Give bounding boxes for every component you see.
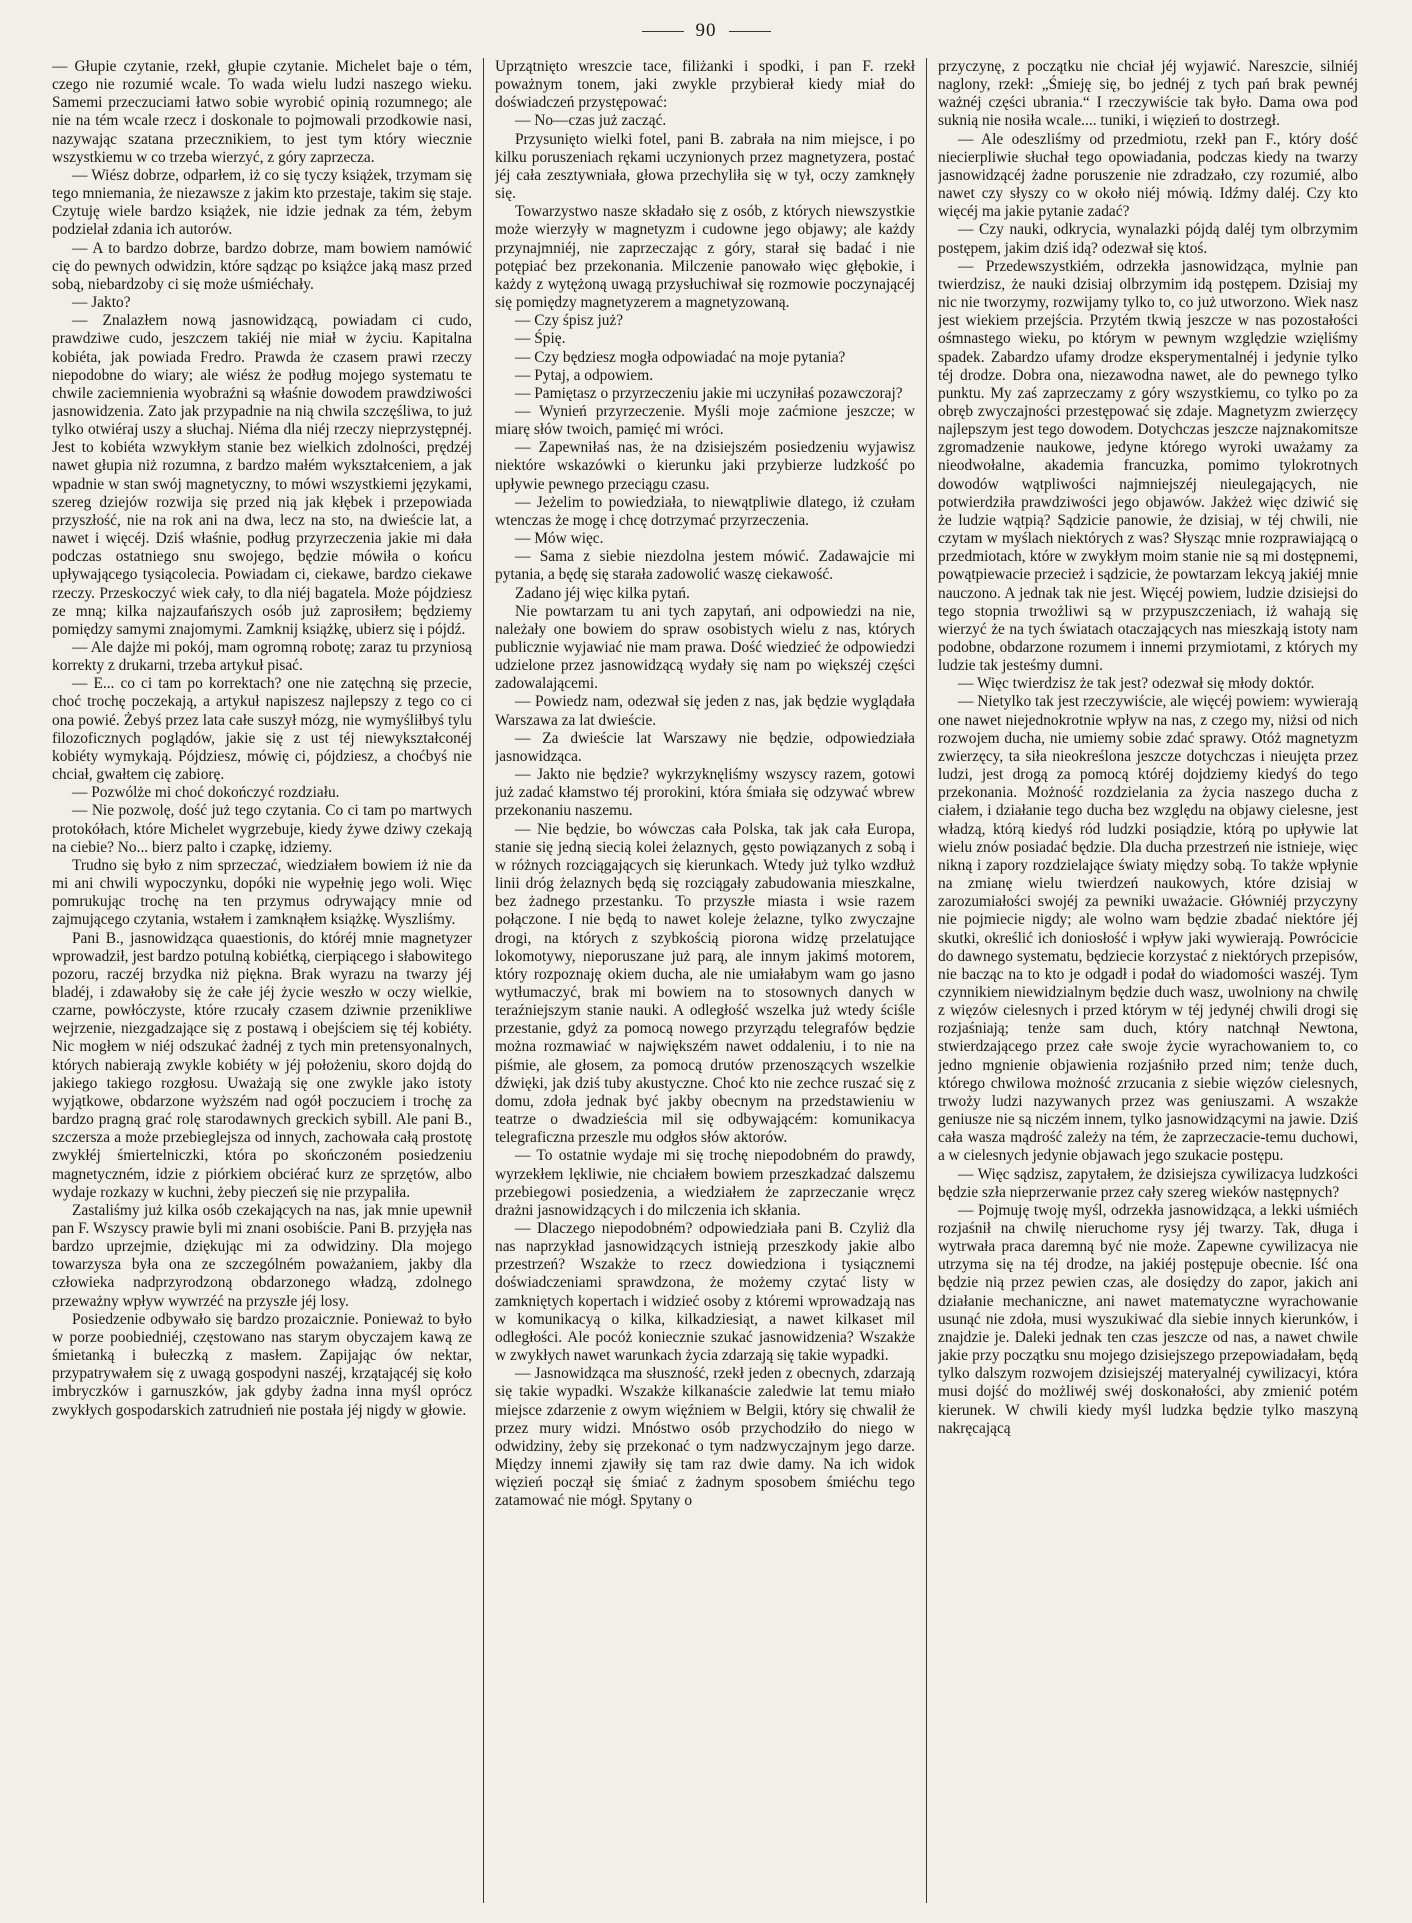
paragraph: — Ale dajże mi pokój, mam ogromną robotę; zaraz tu przyniosą korrekty z drukarni, trzeba artykuł pisać. (52, 639, 472, 675)
paragraph: przyczynę, z początku nie chciał jéj wyjawić. Nareszcie, silniéj naglony, rzekł: „Śmieję się, bo jednéj z tych pań brak pewnéj ważnéj części ubrania.“ I rzeczywiście tak było. Dama owa pod suknią nie nosiła wcale.... tuniki, i więzień to dostrzegł. (938, 58, 1358, 130)
column-divider (926, 58, 927, 1903)
column-middle (495, 58, 915, 1903)
paragraph: Uprzątnięto wreszcie tace, filiżanki i spodki, i pan F. rzekł poważnym tonem, jaki zwykle przybierał kiedy miał do doświadczeń przystępować: (495, 58, 915, 112)
paragraph: — Przedewszystkiém, odrzekła jasnowidząca, mylnie pan twierdzisz, że nauki dzisiaj olbrzymim idą postępem. Dzisiaj my nic nie tworzymy, rozwijamy tylko to, co już utworzono. Wiek nasz jest wiekiem przejścia. Przytém tkwią jeszcze w nas pozostałości ośmnastego wieku, po którym w pewnym względzie wzięliśmy spadek. Zabardzo ufamy drodze eksperymentalnéj i jedynie tylko téj drodze. Dobra ona, niezawodna nawet, ale do pewnego tylko punktu. My zaś zaprzeczamy z góry wszystkiemu, co tylko po za obręb zwyczajności przestępować się zdaje. Magnetyzm zwierzęcy najlepszym jest tego dowodem. Dotychczas jeszcze najznakomitsze zgromadzenie naukowe, jedyne którego wyroki uważamy za nieodwołalne, akademia francuzka, pomimo tylokrotnych dowodów wątpliwości najmniejszéj nieulegających, nie potwierdziła prawdziwości jego objawów. Jakżeż więc dziwić się że ludzie wątpią? Sądzicie panowie, że dzisiaj, w téj chwili, nie czytam w myślach niektórych z was? Słysząc mnie rozprawiającą o przedmiotach, które w zwykłym moim stanie nie są mi dostępnemi, powątpiewacie przecież i sądzicie, że powtarzam lekcyą jakiéj mnie nauczono. A jednak tak nie jest. Więcéj powiem, ludzie dzisiejsi do tego stopnia trwożliwi są w przypuszczeniach, iż wahają się wierzyć że na tych światach otaczających nas mieszkają istoty nam podobne, obdarzone rozumem i innemi przymiotami, z których my ludzie tak jesteśmy dumni. (938, 257, 1358, 675)
paragraph: — No—czas już zacząć. (515, 112, 667, 130)
paragraph: — Pozwólże mi choć dokończyć rozdziału. (72, 784, 340, 802)
page-number: 90 (695, 20, 717, 41)
page-number-dash-left (642, 31, 684, 32)
paragraph: — Jakto nie będzie? wykrzyknęliśmy wszyscy razem, gotowi już zadać kłamstwo téj prorokini, która śmiała się odzywać wbrew przekonaniu naszemu. (495, 766, 915, 820)
paragraph: — Czy nauki, odkrycia, wynalazki pójdą daléj tym olbrzymim postępem, jakim dziś idą? odezwał się ktoś. (938, 221, 1358, 257)
paragraph: — Dlaczego niepodobném? odpowiedziała pani B. Czyliż dla nas naprzykład jasnowidzących istnieją przeszkody jakie albo przestrzeń? Wszakże to rzecz dowiedziona i tysiącznemi doświadczeniami sprawdzona, że możemy czytać listy w zamkniętych kopertach i widzieć osoby z któremi wprowadzają nas w komunikacyą o kilka, kilkadziesiąt, a nawet kilkaset mil odległości. Ale pocóż koniecznie szukać jasnowidzenia? Wszakże w zwykłych nawet warunkach życia zdarzają się takie wypadki. (495, 1220, 915, 1365)
paragraph: — Ale odeszliśmy od przedmiotu, rzekł pan F., który dość niecierpliwie słuchał tego opowiadania, podczas kiedy na twarzy jasnowidzącéj żadne poruszenie nie zdradzało, czy rozumié, albo nawet czy słyszy co w około niéj mówią. Idźmy daléj. Czy kto więcéj ma jakie pytanie zadać? (938, 130, 1358, 221)
paragraph: — Jakto? (72, 294, 131, 312)
paragraph: — Jeżelim to powiedziała, to niewątpliwie dlatego, iż czułam wtenczas że mogę i chcę dotrzymać przyrzeczenia. (495, 493, 915, 529)
page-number-dash-right (729, 31, 771, 32)
paragraph: Trudno się było z nim sprzeczać, wiedziałem bowiem iż nie da mi ani chwili wypoczynku, dopóki nie wypełnię jego woli. Więc pomrukując trochę na ten przymus odrywający mnie od zajmującego czytania, wstałem i zamknąłem książkę. Wyszliśmy. (52, 856, 472, 929)
paragraph: — Powiedz nam, odezwał się jeden z nas, jak będzie wyglądała Warszawa za lat dwieście. (495, 693, 915, 729)
paragraph: — Nie pozwolę, dość już tego czytania. Co ci tam po martwych protokółach, które Michelet wygrzebuje, kiedy żywe dziwy czekają na ciebie? No... bierz palto i czapkę, idziemy. (52, 802, 472, 856)
page-number-line (0, 20, 1412, 42)
paragraph: Przysunięto wielki fotel, pani B. zabrała na nim miejsce, i po kilku poruszeniach rękami uczynionych przez magnetyzera, postać jéj cała zesztywniała, głowa przechyliła się w tył, oczy zamknęły się. (495, 130, 915, 203)
paragraph: — To ostatnie wydaje mi się trochę niepodobném do prawdy, wyrzekłem lękliwie, nie chciałem bowiem przeszkadzać dalszemu przebiegowi posiedzenia, a wiedziałem że zaprzeczanie wręcz drażni jasnowidzących i do milczenia ich skłania. (495, 1147, 915, 1219)
paragraph: — Głupie czytanie, rzekł, głupie czytanie. Michelet baje o tém, czego nie rozumié wcale. To wada wielu ludzi naszego wieku. Samemi przeczuciami łatwo sobie wyrobić opinią rozumnego; ale nie na tém wcale rzecz i doskonale to pojmowali przodkowie nasi, nazywając szatana przecznikiem, to jest tym który wiecznie wszystkiemu w co trzeba wierzyć, z góry zaprzecza. (52, 58, 472, 166)
paragraph: — Czy śpisz już? (515, 312, 624, 330)
paragraph: — Pamiętasz o przyrzeczeniu jakie mi uczyniłaś pozawczoraj? (515, 384, 903, 402)
paragraph: — A to bardzo dobrze, bardzo dobrze, mam bowiem namówić cię do pewnych odwidzin, które sądząc po książce jaką masz przed sobą, niebardzoby ci się może uśmiéchały. (52, 239, 472, 293)
text-columns (52, 58, 1358, 1903)
paragraph: — Za dwieście lat Warszawy nie będzie, odpowiedziała jasnowidząca. (495, 729, 915, 765)
paragraph: — Mów więc. (515, 530, 604, 548)
paragraph: Nie powtarzam tu ani tych zapytań, ani odpowiedzi na nie, należały one bowiem do spraw osobistych wielu z nas, których publicznie wyjawiać nie mam prawa. Dość wiedzieć że odpowiedzi udzielone przez jasnowidzącą wydały się nam po większéj części zadowalającemi. (495, 602, 915, 693)
paragraph: — Jasnowidząca ma słuszność, rzekł jeden z obecnych, zdarzają się takie wypadki. Wszakże kilkanaście zaledwie lat temu miało miejsce zdarzenie z owym więźniem w Belgii, który się chwalił że przez mury widzi. Mnóstwo osób przychodziło do niego w odwidziny, żeby się przekonać o tym nadzwyczajnym jego darze. Między innemi zjawiły się tam raz dwie damy. Na ich widok więzień począł się śmiać z żadnym sposobem śmiéchu tego zatamować nie mógł. Spytany o (495, 1365, 915, 1510)
paragraph: Zadano jéj więc kilka pytań. (515, 584, 690, 602)
column-divider (483, 58, 484, 1903)
paragraph: — Śpię. (515, 330, 566, 348)
paragraph: — Wynień przyrzeczenie. Myśli moje zaćmione jeszcze; w miarę słów twoich, pamięć mi wróci. (495, 402, 915, 439)
column-left (52, 58, 472, 1903)
paragraph: — Nietylko tak jest rzeczywiście, ale więcéj powiem: wywierają one nawet niejednokrotnie wpływ na nas, z czego my, niżsi od nich rozwojem ducha, nie umiemy sobie zdać sprawy. Otóż magnetyzm zwierzęcy, ta siła nieokreślona jeszcze dotychczas i nieujęta przez ludzi, jest drogą za pomocą któréj dojdziemy kiedyś do tego przekonania. Możność rozdzielania za życia naszego ducha z ciałem, i działanie tego ducha bez względu na objawy cielesne, jest władzą, którą kiedyś ród ludzki posiądzie, którą po upływie lat wielu znów posiadać będzie. Dla ducha przestrzeń nie istnieje, więc nikną i zapory rozdzielające światy między sobą. To także wpłynie na zmianę wielu twierdzeń naukowych, które dzisiaj w zarozumiałości swojéj za pewniki uważacie. Główniéj przyczyny nie pojmiecie nigdy; ale wolno wam będzie zbadać niektóre jéj skutki, określić ich doniosłość i wpływ jaki wywierają. Powrócicie do dawnego systematu, będziecie korzystać z niektórych przepisów, nie bacząc na to kto je odgadł i podał do wiadomości waszéj. Tym czynnikiem niewidzialnym będzie duch wasz, uwolniony na chwilę z więzów cielesnych i przed którym w téj jedynéj chwili drogi się rozjaśniają; tenże sam duch, który natchnął Newtona, stwierdzającego przez całe swoje życie wyrachowaniem to, co jedno mgnienie objawienia rozjaśniło przed nim; tenże duch, którego chwilowa możność zrzucania z siebie więzów cielesnych, trwoży ludzi nazywanych przez was geniuszami. A wszakże geniusze nie są niczém innem, tylko jasnowidzącymi na jawie. Dziś cała wasza mądrość zależy na tém, że zaprzeczacie-temu duchowi, a w cielesnych jedynie objawach jego szukacie postępu. (938, 693, 1358, 1165)
paragraph: — E... co ci tam po korrektach? one nie zatęchną się przecie, choć trochę poczekają, a artykuł napiszesz najlepszy z tego co ci ona powié. Żebyś przez lata całe suszył mózg, nie wymyśliłbyś tylu filozoficznych poglądów, jakie się z ust téj niewykształconéj kobiéty wymykają. Pójdziesz, mówię ci, pójdziesz, a choćbyś nie chciał, gwałtem cię zabiorę. (52, 675, 472, 784)
paragraph: — Pojmuję twoję myśl, odrzekła jasnowidząca, a lekki uśmiéch rozjaśnił na chwilę nieruchome rysy jéj twarzy. Tak, długa i wytrwała praca daremną być nie może. Zapewne cywilizacya nie utrzyma się na téj drodze, na jakiéj postępuje obecnie. Iść ona będzie nią przez pewien czas, ale dosiędzy do zapor, jakich ani działanie mechaniczne, ani nawet matematyczne wyrachowanie usunąć nie zdoła, musi wyszukiwać dla siebie innych kierunków, i znajdzie je. Daleki jednak ten czas jeszcze od nas, a nawet chwile jakie przy początku snu mojego dzisiejszego przepowiadałam, będą tylko dalszym rozwojem dzisiejszéj materyalnéj cywilizacyi, która musi dojść do możliwéj swéj doskonałości, aby zmienić potém kierunek. W chwili kiedy myśl ludzka będzie tylko maszyną nakręcającą (938, 1201, 1358, 1437)
paragraph: Towarzystwo nasze składało się z osób, z których niewszystkie może wierzyły w magnetyzm i cudowne jego objawy; ale każdy przynajmniéj, nie zaprzeczając z góry, starał się badać i nie potępiać bez przekonania. Milczenie panowało więc głębokie, i każdy z wytężoną uwagą przysłuchiwał się rozmowie poczynającéj się pomiędzy magnetyzerem a magnetyzowaną. (495, 203, 915, 312)
paragraph: — Znalazłem nową jasnowidzącą, powiadam ci cudo, prawdziwe cudo, jeszczem takiéj nie miał w życiu. Kapitalna kobiéta, jak powiada Fredro. Prawda że czasem prawi rzeczy niepodobne do wiary; ale wiész że podług mojego systematu te chwile zaciemnienia wyobraźni są właśnie dowodem prawdziwości jasnowidzenia. Zato jak przypadnie na nią chwila szczęśliwa, to już tylko otwiéraj uszy a słuchaj. Niéma dla niéj rzeczy nieprzystępnéj. Jest to kobiéta wzwykłym stanie bez wielkich zdolności, prędzéj nawet głupia niż rozumna, z bardzo małém wykształceniem, a jak wpadnie w stan swój magnetyczny, to mówi wszystkiemi językami, szereg dziejów rozwija się przed nią jak kłębek i przepowiada przyszłość, nie na rok ani na dwa, lecz na sto, na dwieście lat, a nawet i więcéj. Dziś właśnie, podług przyrzeczenia jakie mi dała podczas ostatniego snu swojego, będzie mówiła o końcu upływającego tysiącolecia. Powiadam ci, ciekawe, bardzo ciekawe rzeczy. Przeskoczyć wiek cały, to dla niéj bagatela. Może pójdziesz ze mną; kilka najzaufańszych osób już zaprosiłem; będziemy pomiędzy samymi znajomymi. Zamknij książkę, ubierz się i pójdź. (52, 312, 472, 638)
paragraph: Posiedzenie odbywało się bardzo prozaicznie. Ponieważ to było w porze poobiedniéj, częstowano nas starym obyczajem kawą ze śmietanką i bułeczką z masłem. Zapijając ów nektar, przypatrywałem się z uwagą gospodyni naszéj, krzątającéj się koło imbryczków i garnuszków, jak gdyby żadna inna myśl oprócz zwykłych gospodarskich zatrudnień nie postała jéj nigdy w głowie. (52, 1310, 472, 1419)
paragraph: — Więc twierdzisz że tak jest? odezwał się młody doktór. (958, 675, 1315, 693)
paragraph: Zastaliśmy już kilka osób czekających na nas, jak mnie upewnił pan F. Wszyscy prawie byli mi znani osobiście. Pani B. przyjęła nas bardzo uprzejmie, dziękując mi za odwidziny. Dla mojego towarzysza była ona ze szczególném poważaniem, jakby dla człowieka nadprzyrodzoną obdarzonego władzą, zdolnego przeważny wpływ wywrzéć na przyszłe jéj losy. (52, 1201, 472, 1310)
paragraph: — Zapewniłaś nas, że na dzisiejszém posiedzeniu wyjawisz niektóre wskazówki o kierunku jaki przybierze ludzkość po upływie pewnego przeciągu czasu. (495, 439, 915, 493)
column-right (938, 58, 1358, 1903)
paragraph: — Sama z siebie niezdolna jestem mówić. Zadawajcie mi pytania, a będę się starała zadowolić waszę ciekawość. (495, 548, 915, 584)
paragraph: — Nie będzie, bo wówczas cała Polska, tak jak cała Europa, stanie się jedną siecią kolei żelaznych, gęsto powiązanych z sobą i w różnych rozciągających się kierunkach. Wtedy już tylko wzdłuż linii dróg żelaznych będą się rozciągały zabudowania mieszkalne, bez żadnego przestanku. To przyszłe miasta i wsie razem połączone. I nie będą to nawet koleje żelazne, tylko zwyczajne drogi, na których z szybkością piorona widzę przelatujące lokomotywy, nieporuszane już parą, ale innym jakimś motorem, który rozpoznaję okiem ducha, ale nie umiałabym wam go jasno wytłumaczyć, brak mi bowiem na to stosownych danych w teraźniejszym stanie nauki. A odległość wszelka już wtedy ściśle przestanie, gdyż za pomocą nowego przyrządu telegrafów będzie można rozmawiać w największém nawet oddaleniu, i to nie na piśmie, ale głosem, za pomocą drutów przenoszących wszelkie dźwięki, jak dziś tuby akustyczne. Choć kto nie zechce ruszać się z domu, zdoła jednak być jakby obecnym na przedstawieniu w teatrze o dwadzieścia mil się odbywającém: komunikacya telegraficzna przeszle mu odgłos słów aktorów. (495, 820, 915, 1147)
paragraph: — Wiész dobrze, odparłem, iż co się tyczy książek, trzymam się tego mniemania, że niezawsze z jakim kto przestaje, takim się staje. Czytuję wiele bardzo książek, nie idzie jednak za tém, żebym podzielał zdania ich autorów. (52, 166, 472, 239)
paragraph: — Czy będziesz mogła odpowiadać na moje pytania? (515, 348, 846, 366)
paragraph: Pani B., jasnowidząca quaestionis, do któréj mnie magnetyzer wprowadził, jest bardzo potulną kobiétką, cierpiącego i słabowitego pozoru, raczéj brzydka niż piękna. Brak wyrazu na twarzy jéj bladéj, i zdawałoby się że całe jéj życie weszło w oczy wielkie, czarne, powłóczyste, które rzucały czasem dziwnie przenikliwe wejrzenie, niezgadzające się z postawą i obejściem się téj kobiéty. Nic mogłem w niéj odszukać żadnéj z tych min pretensyonalnych, których nabierają zwykle kobiéty w jéj położeniu, skoro dojdą do jakiego takiego rozgłosu. Uważają się one zwykle jako istoty wyjątkowe, obdarzone wyższém nad ogół poczuciem i trochę za bardzo pragną grać rolę starodawnych greckich sybill. Ale pani B., szczersza a może przebieglejsza od innych, zachowała całą prostotę zwykłéj śmiertelniczki, która po skończoném posiedzeniu magnetyczném, idzie z piórkiem obciérać kurz ze sprzętów, albo wydaje rozkazy w kuchni, żeby pieczeń się nie przypaliła. (52, 929, 472, 1201)
paragraph: — Pytaj, a odpowiem. (515, 366, 654, 384)
paragraph: — Więc sądzisz, zapytałem, że dzisiejsza cywilizacya ludzkości będzie szła nieprzerwanie przez cały szereg wieków następnych? (938, 1165, 1358, 1201)
